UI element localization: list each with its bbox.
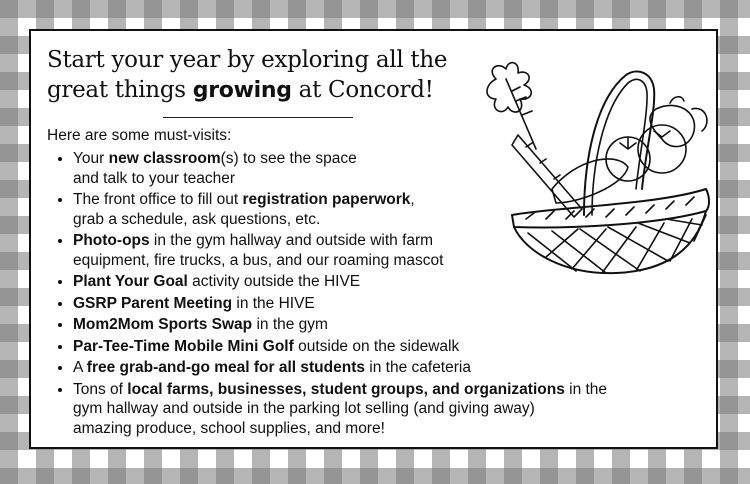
intro-text: Here are some must-visits: [47,127,232,144]
list-item: • Plant Your Goal activity outside the HIVE [73,272,723,292]
vegetable-basket-icon [456,39,716,279]
list-item: • A free grab-and-go meal for all students in the cafeteria [73,358,723,378]
headline-line1: Start your year by exploring all the [47,47,448,73]
list-item: • Mom2Mom Sports Swap in the gym [73,315,723,335]
headline-line2-pre: great things [47,77,193,103]
headline-emphasis: growing [192,78,292,103]
headline [47,45,477,106]
list-item: • Tons of local farms, businesses, student groups, and organizations in the gym hallway and outside in the parking lot selling (and giving away) amazing produce, school supplies, and more! [73,380,723,439]
list-item: • The front office to fill out registration paperwork, grab a schedule, ask questions, etc. [73,190,723,229]
headline-line2-post: at Concord! [291,77,434,103]
flyer-card [29,29,718,449]
list-item: • Photo-ops in the gym hallway and outside with farm equipment, fire trucks, a bus, and our roaming mascot [73,231,723,270]
list-item: • GSRP Parent Meeting in the HIVE [73,294,723,314]
list-item: • Your new classroom(s) to see the space and talk to your teacher [73,149,723,188]
list-item: • Par-Tee-Time Mobile Mini Golf outside on the sidewalk [73,337,723,357]
divider-rule [163,117,353,118]
